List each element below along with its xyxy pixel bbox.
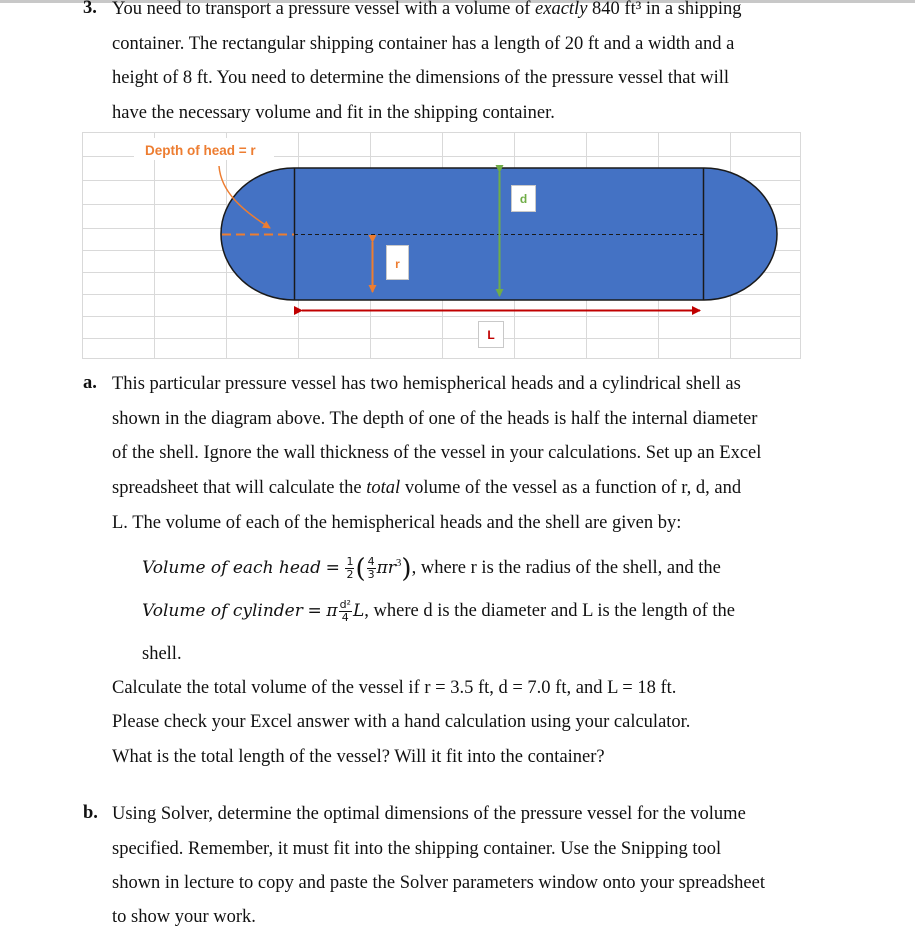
eq2-equals: =	[307, 601, 322, 621]
equation-cylinder-volume	[142, 596, 735, 626]
equation-head-volume: Volume of each head = $\frac{1}{2}$ ( $\frac{4}{3}$ $\pi r^3$), where r is the radius of the shell, and the	[142, 553, 721, 584]
eq1-f2-den: 3	[367, 568, 375, 582]
intro-emphasis: exactly	[535, 0, 588, 19]
part-b-line-4: to show your work.	[112, 907, 256, 927]
part-b-line-1: Using Solver, determine the optimal dimensions of the pressure vessel for the volume	[112, 804, 746, 824]
eq1-equals: =	[325, 558, 340, 579]
part-b-line-3: shown in lecture to copy and paste the Solver parameters window onto your spreadsheet	[112, 873, 765, 893]
intro-line-4: have the necessary volume and fit in the shipping container.	[112, 103, 555, 123]
part-a-label: a.	[83, 373, 97, 393]
eq2-rest: , where d is the diameter and L is the length of the	[364, 601, 736, 621]
eq1-rest: , where r is the radius of the shell, and the	[411, 558, 721, 579]
eq2-pi: π	[326, 601, 338, 621]
intro-text-b: 840 ft³ in a shipping	[587, 0, 742, 19]
intro-line-3: height of 8 ft. You need to determine the dimensions of the pressure vessel that will	[112, 68, 730, 88]
part-a-line-4-a: spreadsheet that will calculate the	[112, 478, 367, 498]
vessel-diagram	[82, 132, 801, 359]
intro-line-1	[112, 0, 741, 20]
depth-of-head-label: Depth of head = r	[145, 143, 256, 158]
L-label: L	[487, 328, 495, 342]
part-a-line-5: L. The volume of each of the hemispherical heads and the shell are given by:	[112, 513, 682, 533]
eq1-fraction-four-thirds	[367, 556, 376, 581]
eq2-fraction	[339, 599, 352, 624]
part-a-after-2: Please check your Excel answer with a hand calculation using your calculator.	[112, 712, 691, 732]
eq1-fraction-half	[345, 556, 354, 581]
eq1-f1-den: 2	[346, 568, 354, 582]
eq2-f-num: d²	[339, 598, 351, 612]
problem-number: 3.	[83, 0, 97, 18]
r-label: r	[395, 257, 400, 271]
part-a-emphasis-total: total	[366, 478, 401, 498]
eq2-f-den: 4	[341, 611, 349, 625]
intro-text-a: You need to transport a pressure vessel with a volume of	[112, 0, 536, 19]
part-a-line-2: shown in the diagram above. The depth of one of the heads is half the internal diameter	[112, 409, 758, 429]
eq1-lhs: Volume of each head	[142, 558, 321, 579]
part-a-line-4	[112, 477, 741, 499]
eq1-pi-r: πr	[376, 558, 396, 579]
part-a-line-3: of the shell. Ignore the wall thickness of the vessel in your calculations. Set up an Excel	[112, 443, 762, 463]
part-a-after-1: Calculate the total volume of the vessel if r = 3.5 ft, d = 7.0 ft, and L = 18 ft.	[112, 678, 677, 698]
eq1-f2-num: 4	[367, 555, 375, 569]
intro-line-2: container. The rectangular shipping container has a length of 20 ft and a width and a	[112, 34, 735, 54]
part-a-after-3: What is the total length of the vessel? Will it fit into the container?	[112, 747, 605, 767]
eq1-f1-num: 1	[346, 555, 354, 569]
part-b-label: b.	[83, 803, 98, 823]
part-b-line-2: specified. Remember, it must fit into the shipping container. Use the Snipping tool	[112, 839, 722, 859]
eq2-L: L	[352, 601, 365, 621]
part-a-line-1: This particular pressure vessel has two hemispherical heads and a cylindrical shell as	[112, 374, 741, 394]
eq1-exponent: 3	[395, 557, 402, 569]
part-a-line-4-b: volume of the vessel as a function of r, d, and	[400, 478, 742, 498]
shell-word: shell.	[142, 644, 182, 664]
d-label: d	[519, 192, 528, 206]
eq2-lhs: Volume of cylinder	[142, 601, 303, 621]
